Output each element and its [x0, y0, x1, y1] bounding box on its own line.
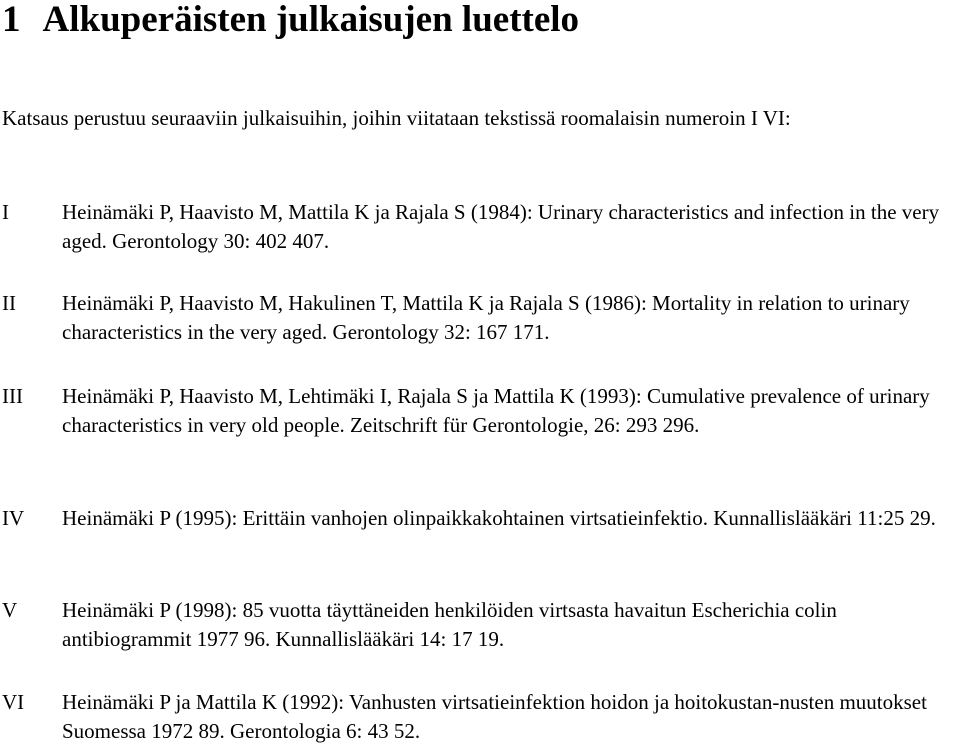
intro-paragraph: Katsaus perustuu seuraaviin julkaisuihin, joihin viitataan tekstissä roomalaisin numeroin I VI:	[2, 106, 791, 130]
publication-numeral: III	[2, 384, 23, 408]
publication-reference: Heinämäki P, Haavisto M, Mattila K ja Rajala S (1984): Urinary characteristics and infection in the very aged. Gerontology 30: 402 407.	[62, 200, 940, 253]
publication-reference: Heinämäki P, Haavisto M, Hakulinen T, Mattila K ja Rajala S (1986): Mortality in relation to urinary characteristics in the very aged. Gerontology 32: 167 171.	[62, 291, 910, 344]
publication-reference: Heinämäki P, Haavisto M, Lehtimäki I, Rajala S ja Mattila K (1993): Cumulative prevalence of urinary characteristics in very old people. Zeitschrift für Gerontologie, 26: 293 296.	[62, 384, 930, 437]
section-heading	[2, 0, 579, 42]
section-title: Alkuperäisten julkaisujen luettelo	[42, 0, 580, 40]
section-number: 1	[2, 0, 21, 40]
publication-reference: Heinämäki P (1998): 85 vuotta täyttäneiden henkilöiden virtsasta havaitun Escherichia colin antibiogrammit 1977 96. Kunnallislääkäri 14: 17 19.	[62, 598, 837, 651]
publication-numeral: IV	[2, 506, 25, 530]
publication-numeral: VI	[2, 690, 25, 714]
publication-reference: Heinämäki P ja Mattila K (1992): Vanhusten virtsatieinfektion hoidon ja hoitokustan-nusten muutokset Suomessa 1972 89. Gerontologia 6: 43 52.	[62, 690, 927, 743]
publication-numeral: V	[2, 598, 18, 622]
publication-reference: Heinämäki P (1995): Erittäin vanhojen olinpaikkakohtainen virtsatieinfektio. Kunnallislääkäri 11:25 29.	[62, 506, 936, 530]
publication-numeral: I	[2, 200, 9, 224]
publication-numeral: II	[2, 291, 16, 315]
